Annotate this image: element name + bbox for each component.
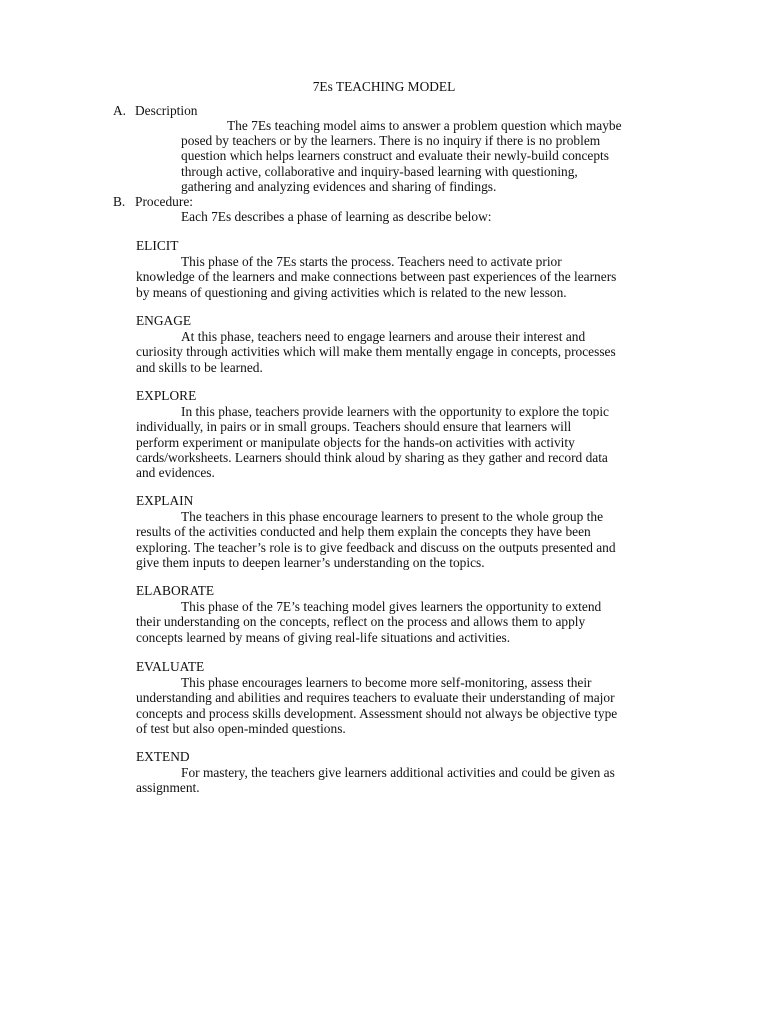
procedure-intro: Each 7Es describes a phase of learning as describe below: xyxy=(181,209,492,224)
phase-line: This phase encourages learners to become more self-monitoring, assess their xyxy=(181,675,592,691)
phase-line: concepts and process skills development. Assessment should not always be objective type xyxy=(136,705,618,721)
phase-elicit xyxy=(136,238,681,300)
phase-extend xyxy=(136,749,681,796)
phase-body xyxy=(136,404,681,480)
phase-line: This phase of the 7E’s teaching model gives learners the opportunity to extend xyxy=(181,599,602,615)
section-b-label: Procedure: xyxy=(135,194,194,209)
phase-line: concepts learned by means of giving real-life situations and activities. xyxy=(136,629,511,645)
phase-title: EXPLAIN xyxy=(136,493,194,508)
phase-explore xyxy=(136,388,681,480)
section-a-label: Description xyxy=(135,103,198,118)
phase-title: ELABORATE xyxy=(136,583,215,598)
phase-title: ENGAGE xyxy=(136,313,192,328)
phase-line: For mastery, the teachers give learners additional activities and could be given as xyxy=(181,765,615,781)
description-line: question which helps learners construct and evaluate their newly-build concepts xyxy=(181,148,609,164)
description-line: The 7Es teaching model aims to answer a problem question which maybe xyxy=(227,118,622,133)
section-a-letter: A. xyxy=(113,103,127,118)
phase-line: of test but also open-minded questions. xyxy=(136,720,346,736)
phase-line: results of the activities conducted and help them explain the concepts they have been xyxy=(136,524,591,540)
phase-title: EXPLORE xyxy=(136,388,197,403)
phase-line: assignment. xyxy=(136,780,200,796)
description-line: gathering and analyzing evidences and sharing of findings. xyxy=(181,178,497,194)
phase-title: EXTEND xyxy=(136,749,190,764)
phase-line: knowledge of the learners and make connections between past experiences of the learners xyxy=(136,269,617,285)
phase-body xyxy=(136,509,681,570)
phase-title: ELICIT xyxy=(136,238,179,253)
phase-elaborate xyxy=(136,583,681,645)
section-b-heading xyxy=(113,194,193,209)
phase-line: This phase of the 7Es starts the process. Teachers need to activate prior xyxy=(181,254,562,270)
document-title: 7Es TEACHING MODEL xyxy=(312,79,456,94)
phase-line: individually, in pairs or in small groups. Teachers should ensure that learners will xyxy=(136,419,572,435)
phase-line: and evidences. xyxy=(136,465,215,481)
phase-explain xyxy=(136,493,681,570)
phase-evaluate xyxy=(136,659,681,736)
phase-line: understanding and abilities and requires teachers to evaluate their understanding of major xyxy=(136,690,615,706)
phase-line: At this phase, teachers need to engage learners and arouse their interest and xyxy=(181,329,586,345)
phase-engage xyxy=(136,313,681,375)
phase-line: exploring. The teacher’s role is to give feedback and discuss on the outputs presented and xyxy=(136,539,616,555)
phase-title: EVALUATE xyxy=(136,659,205,674)
phase-line: cards/worksheets. Learners should think aloud by sharing as they gather and record data xyxy=(136,449,608,465)
phase-body xyxy=(136,675,681,736)
phase-line: give them inputs to deepen learner’s understanding on the topics. xyxy=(136,554,485,570)
section-b-letter: B. xyxy=(113,194,126,209)
phase-body xyxy=(136,329,681,375)
section-a-heading xyxy=(113,103,197,118)
description-paragraph xyxy=(181,118,681,194)
description-line: posed by teachers or by the learners. There is no inquiry if there is no problem xyxy=(181,133,601,149)
phase-line: perform experiment or manipulate objects for the hands-on activities with activity xyxy=(136,434,575,450)
phase-body xyxy=(136,765,681,795)
description-line: through active, collaborative and inquiry-based learning with questioning, xyxy=(181,163,578,179)
phase-line: by means of questioning and giving activities which is related to the new lesson. xyxy=(136,284,567,300)
phase-body xyxy=(136,599,681,645)
phase-line: their understanding on the concepts, reflect on the process and allows them to apply xyxy=(136,614,586,630)
phase-line: The teachers in this phase encourage learners to present to the whole group the xyxy=(181,509,604,525)
phase-line: curiosity through activities which will make them mentally engage in concepts, processes xyxy=(136,344,616,360)
phase-line: In this phase, teachers provide learners with the opportunity to explore the topic xyxy=(181,404,610,420)
phase-body xyxy=(136,254,681,300)
phase-line: and skills to be learned. xyxy=(136,359,263,375)
